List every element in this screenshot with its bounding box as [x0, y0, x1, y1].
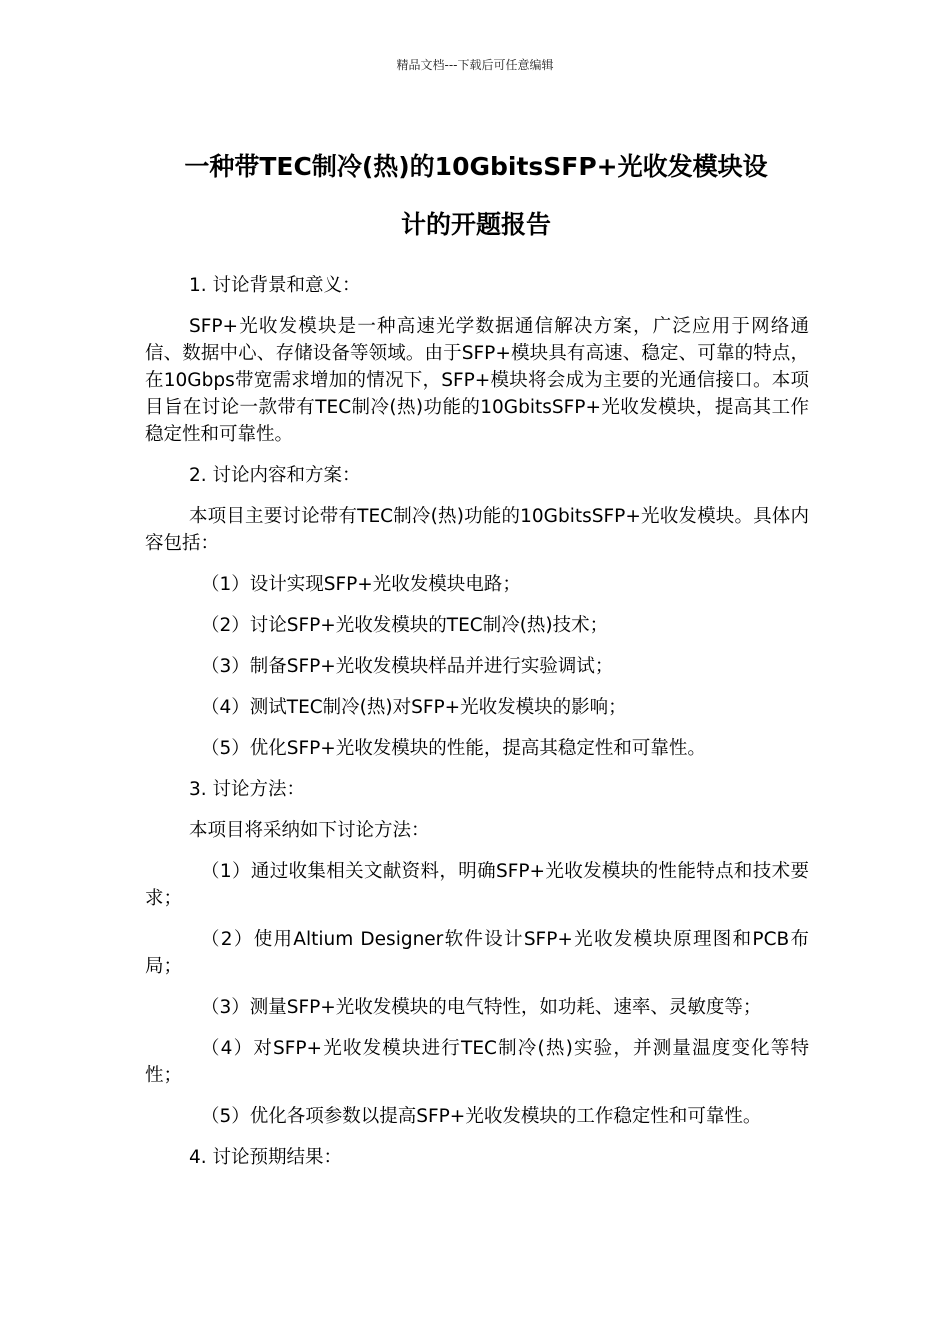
paragraph-content: 本项目主要讨论带有TEC制冷(热)功能的10GbitsSFP+光收发模块。具体内容包括：	[145, 506, 809, 554]
section-heading-results: 4. 讨论预期结果：	[189, 1147, 343, 1168]
content-item-5: （5）优化SFP+光收发模块的性能，提高其稳定性和可靠性。	[201, 738, 706, 759]
section-heading-content: 2. 讨论内容和方案：	[189, 465, 361, 486]
content-item-4: （4）测试TEC制冷(热)对SFP+光收发模块的影响；	[201, 697, 627, 718]
paragraph-method: 本项目将采纳如下讨论方法：	[189, 820, 430, 841]
method-item-1: （1）通过收集相关文献资料，明确SFP+光收发模块的性能特点和技术要求；	[145, 861, 809, 909]
method-item-5: （5）优化各项参数以提高SFP+光收发模块的工作稳定性和可靠性。	[201, 1106, 762, 1127]
title-line-1: 一种带TEC制冷(热)的10GbitsSFP+光收发模块设	[184, 152, 768, 181]
section-heading-background: 1. 讨论背景和意义：	[189, 275, 361, 296]
section-heading-method: 3. 讨论方法：	[189, 779, 306, 800]
paragraph-background: SFP+光收发模块是一种高速光学数据通信解决方案，广泛应用于网络通信、数据中心、存储设备等领域。由于SFP+模块具有高速、稳定、可靠的特点，在10Gbps带宽需求增加的情况下，SFP+模块将会成为主要的光通信接口。本项目旨在讨论一款带有TEC制冷(热)功能的10GbitsSFP+光收发模块，提高其工作稳定性和可靠性。	[145, 316, 809, 445]
content-item-1: （1）设计实现SFP+光收发模块电路；	[201, 574, 521, 595]
document-body	[145, 272, 809, 1185]
document-title	[145, 138, 807, 254]
title-line-2: 计的开题报告	[400, 210, 551, 239]
method-item-4: （4）对SFP+光收发模块进行TEC制冷(热)实验，并测量温度变化等特性；	[145, 1038, 809, 1086]
content-item-3: （3）制备SFP+光收发模块样品并进行实验调试；	[201, 656, 614, 677]
header-note: 精品文档---下载后可任意编辑	[396, 58, 554, 72]
method-item-3: （3）测量SFP+光收发模块的电气特性，如功耗、速率、灵敏度等；	[201, 997, 762, 1018]
method-item-2: （2）使用Altium Designer软件设计SFP+光收发模块原理图和PCB布局；	[145, 929, 809, 977]
content-item-2: （2）讨论SFP+光收发模块的TEC制冷(热)技术；	[201, 615, 609, 636]
